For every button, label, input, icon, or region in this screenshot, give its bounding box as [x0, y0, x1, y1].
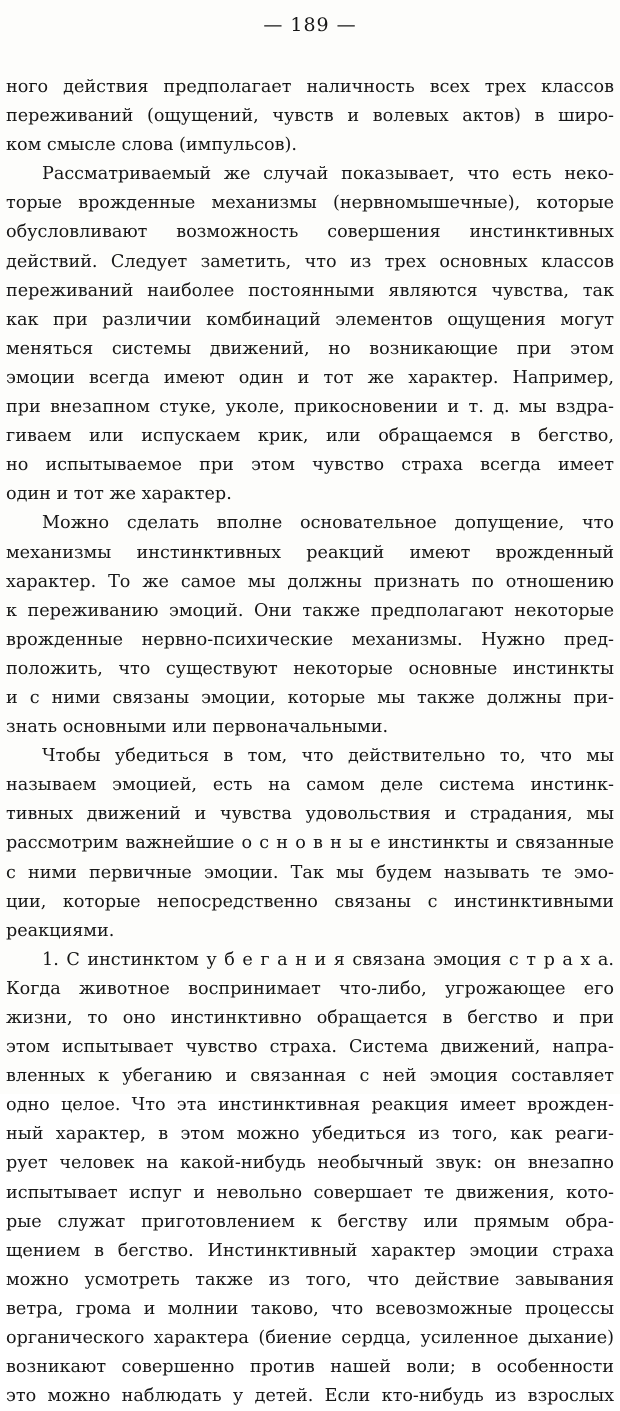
- text-line: ком смысле слова (импульсов).: [6, 135, 297, 156]
- text-line: рассмотрим важнейшие о с н о в н ы е инстинкты и связанные: [6, 833, 614, 854]
- text-line: торые врожденные механизмы (нервномышечные), которые: [6, 193, 614, 214]
- text-line: обусловливают возможность совершения инстинктивных: [6, 222, 614, 243]
- text-line: Когда животное воспринимает что-либо, угрожающее его: [6, 978, 614, 999]
- text-line: возникают совершенно против нашей воли; в особенности: [6, 1357, 614, 1378]
- text-line: положить, что существуют некоторые основные инстинкты: [6, 658, 614, 679]
- text-line: ветра, грома и молнии таково, что всевозможные процессы: [6, 1298, 614, 1319]
- text-line: одно целое. Что эта инстинктивная реакция имеет врожден-: [6, 1095, 614, 1116]
- text-line: ции, которые непосредственно связаны с инстинктивными: [6, 891, 614, 912]
- text-line: Рассматриваемый же случай показывает, что есть неко-: [42, 164, 614, 185]
- text-line: переживаний наиболее постоянными являются чувства, так: [6, 280, 614, 301]
- text-line: один и тот же характер.: [6, 484, 232, 505]
- text-line: меняться системы движений, но возникающие при этом: [6, 338, 614, 359]
- text-line: переживаний (ощущений, чувств и волевых актов) в широ-: [6, 106, 614, 127]
- body-text: [6, 73, 614, 1411]
- text-line: характер. То же самое мы должны признать по отношению: [6, 571, 614, 592]
- text-line: к переживанию эмоций. Они также предполагают некоторые: [6, 600, 614, 621]
- text-line: как при различии комбинаций элементов ощущения могут: [6, 309, 614, 330]
- text-line: при внезапном стуке, уколе, прикосновении и т. д. мы вздра-: [6, 397, 614, 418]
- text-line: жизни, то оно инстинктивно обращается в бегство и при: [6, 1008, 614, 1028]
- text-line: 1. С инстинктом у б е г а н и я связана эмоция с т р а х а.: [42, 949, 614, 970]
- text-line: Чтобы убедиться в том, что действительно то, что мы: [42, 746, 614, 767]
- text-line: гиваем или испускаем крик, или обращаемся в бегство,: [6, 426, 614, 447]
- text-line: Можно сделать вполне основательное допущение, что: [42, 513, 614, 534]
- page-number: — 189 —: [263, 14, 357, 36]
- text-line: можно усмотреть также из того, что действие завывания: [6, 1269, 614, 1290]
- text-line: это можно наблюдать у детей. Если кто-нибудь из взрослых: [6, 1386, 614, 1407]
- text-line: эмоции всегда имеют один и тот же характер. Например,: [6, 367, 614, 388]
- text-line: щением в бегство. Инстинктивный характер эмоции страха: [6, 1240, 614, 1261]
- text-line: и с ними связаны эмоции, которые мы также должны при-: [6, 687, 614, 708]
- text-line: ного действия предполагает наличность всех трех классов: [6, 77, 614, 97]
- text-line: врожденные нервно-психические механизмы. Нужно пред-: [6, 629, 614, 650]
- text-line: рует человек на какой-нибудь необычный звук: он внезапно: [6, 1153, 614, 1174]
- text-line: органического характера (биение сердца, усиленное дыхание): [6, 1328, 614, 1349]
- text-line: называем эмоцией, есть на самом деле система инстинк-: [6, 775, 614, 796]
- text-line: тивных движений и чувства удовольствия и страдания, мы: [6, 804, 614, 825]
- text-line: ный характер, в этом можно убедиться из того, как реаги-: [6, 1124, 614, 1145]
- text-line: испытывает испуг и невольно совершает те движения, кото-: [6, 1182, 614, 1203]
- text-line: с ними первичные эмоции. Так мы будем называть те эмо-: [6, 862, 614, 883]
- text-line: действий. Следует заметить, что из трех основных классов: [6, 251, 614, 272]
- text-line: вленных к убеганию и связанная с ней эмоция составляет: [6, 1066, 614, 1087]
- text-line: но испытываемое при этом чувство страха всегда имеет: [6, 455, 614, 476]
- text-line: механизмы инстинктивных реакций имеют врожденный: [6, 542, 614, 563]
- text-line: рые служат приготовлением к бегству или прямым обра-: [6, 1211, 614, 1232]
- text-line: реакциями.: [6, 920, 115, 941]
- text-line: знать основными или первоначальными.: [6, 717, 389, 738]
- text-line: этом испытывает чувство страха. Система движений, напра-: [6, 1037, 614, 1058]
